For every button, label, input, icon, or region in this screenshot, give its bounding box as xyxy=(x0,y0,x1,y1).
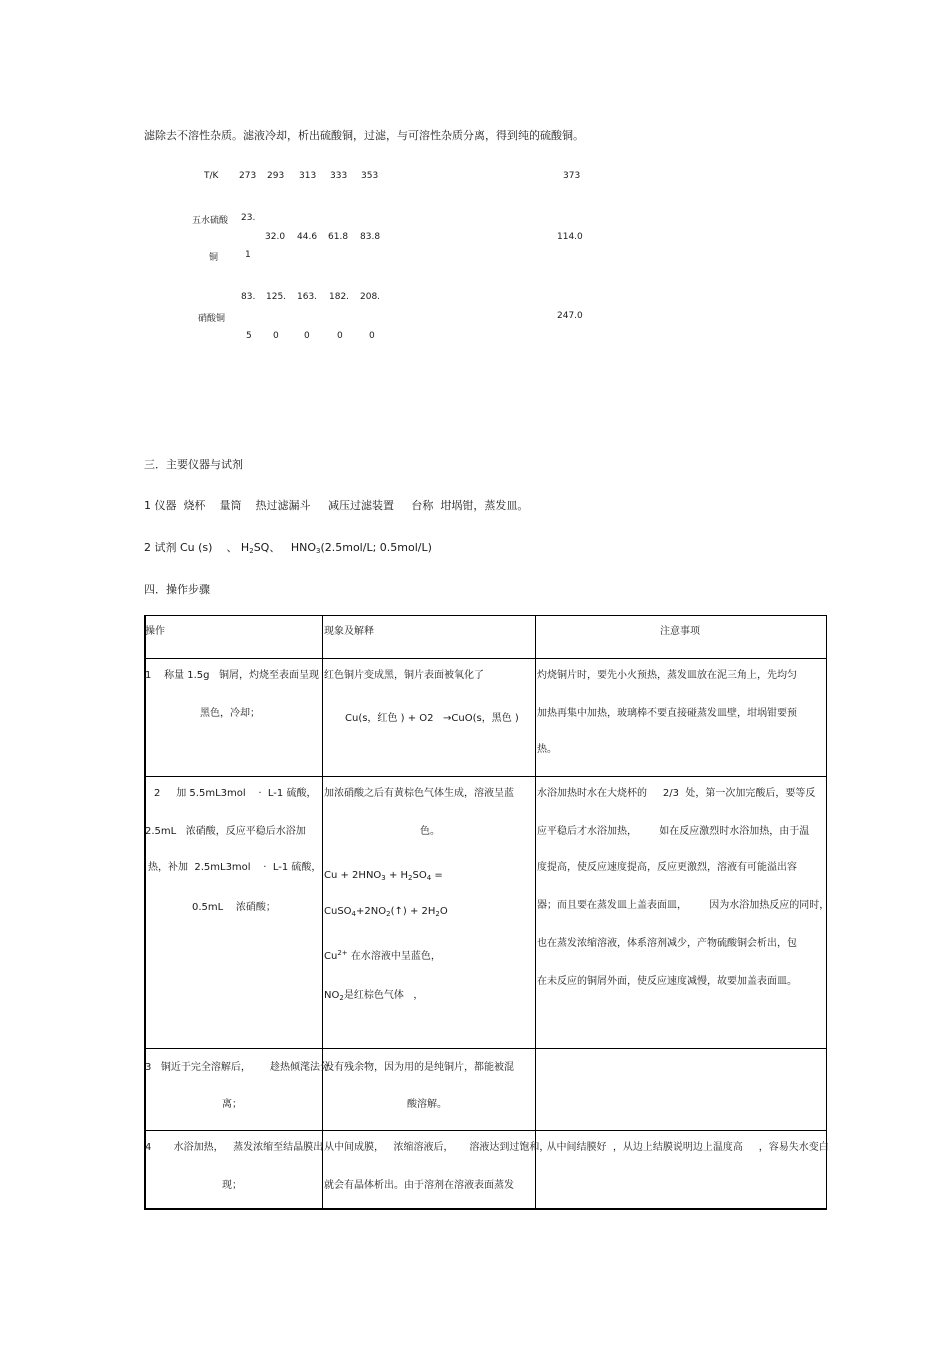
step3-operation: 离； xyxy=(222,1099,242,1110)
value-cell: 23. xyxy=(241,213,256,223)
temp-cell: 313 xyxy=(299,171,317,181)
step2-notes: 也在蒸发浓缩溶液，体系溶剂减少，产物硫酸铜会析出，包 xyxy=(537,938,797,949)
step4-operation: 4 水浴加热， 蒸发浓缩至结晶膜出 xyxy=(145,1142,324,1153)
step1-notes: 热。 xyxy=(537,744,557,755)
row-label: 五水硫酸 xyxy=(192,216,229,226)
step4-phenomenon: 从中间成膜， 浓缩溶液后， 溶液达到过饱和， xyxy=(324,1142,550,1153)
section3-title: 三．主要仪器与试剂 xyxy=(144,458,243,471)
temp-cell: 333 xyxy=(330,171,348,181)
step2-operation: 2.5mL 浓硝酸，反应平稳后水浴加 xyxy=(145,826,306,837)
temp-cell: 293 xyxy=(267,171,285,181)
value-cell: 182. xyxy=(329,292,350,302)
step3-phenomenon: 酸溶解。 xyxy=(407,1099,447,1110)
value-cell: 1 xyxy=(245,250,251,260)
step4-phenomenon: 就会有晶体析出。由于溶剂在溶液表面蒸发 xyxy=(324,1180,514,1191)
header-phenomenon: 现象及解释 xyxy=(324,626,374,637)
value-cell: 208. xyxy=(360,292,381,302)
table-rule xyxy=(144,1130,827,1131)
step2-equation: $Cu + 2HNO_3 + H_2SO_4$ = xyxy=(324,870,443,882)
row-label: 铜 xyxy=(209,253,219,263)
step3-operation: 3 铜近于完全溶解后， 趁热倾滗法分 xyxy=(145,1062,330,1073)
table-rule xyxy=(144,1208,827,1210)
reagents-mid: SQ、 HNO xyxy=(253,541,316,554)
temp-cell: 353 xyxy=(361,171,379,181)
step1-operation: 1 称量 1.5g 铜屑，灼烧至表面呈现 xyxy=(145,670,320,681)
reagents-suffix: (2.5mol/L; 0.5mol/L) xyxy=(320,541,432,554)
step2-operation: 热，补加 2.5mL3mol · L-1 硫酸， xyxy=(148,862,322,873)
table-rule xyxy=(144,776,827,777)
step3-phenomenon: 没有残余物，因为用的是纯铜片，都能被混 xyxy=(324,1062,514,1073)
value-cell: 0 xyxy=(337,331,343,341)
step4-notes: 从中间结膜好 ，从边上结膜说明边上温度高 ，容易失水变白 xyxy=(537,1142,829,1153)
step2-notes: 度提高，使反应速度提高，反应更激烈，溶液有可能溢出容 xyxy=(537,862,797,873)
temp-cell: 273 xyxy=(239,171,257,181)
section4-title: 四．操作步骤 xyxy=(144,583,210,596)
value-cell: 83. xyxy=(241,292,256,302)
value-cell: 0 xyxy=(304,331,310,341)
step2-operation: 2 加 5.5mL3mol · L-1 硫酸， xyxy=(154,788,317,799)
step2-equation: $CuSO_4+2NO_2(↑) + 2H_2O$ xyxy=(324,906,448,918)
value-cell: 0 xyxy=(369,331,375,341)
step2-phenomenon: $NO_2$是红棕色气体 ， xyxy=(324,990,424,1002)
table-rule xyxy=(144,615,827,616)
value-cell: 163. xyxy=(297,292,318,302)
table-rule xyxy=(826,615,827,1209)
step2-notes: 水浴加热时水在大烧杯的 2/3 处，第一次加完酸后，要等反 xyxy=(537,788,816,799)
header-operation: 操作 xyxy=(145,626,165,637)
step2-phenomenon: 色。 xyxy=(420,826,440,837)
step2-notes: 器；而且要在蒸发皿上盖表面皿， 因为水浴加热反应的同时， xyxy=(537,900,830,911)
header-notes: 注意事项 xyxy=(660,626,700,637)
temp-header-label: T/K xyxy=(204,171,219,181)
value-cell: 125. xyxy=(266,292,287,302)
table-rule xyxy=(144,1048,827,1049)
step4-operation: 现； xyxy=(222,1180,242,1191)
instruments-line: 1 仪器 烧杯 量筒 热过滤漏斗 减压过滤装置 台称 坩埚钳，蒸发皿。 xyxy=(144,499,529,512)
subscript: 2 xyxy=(249,547,254,555)
step2-operation: 0.5mL 浓硝酸； xyxy=(192,902,276,913)
value-cell: 0 xyxy=(273,331,279,341)
value-cell: 32.0 xyxy=(265,232,286,242)
step2-phenomenon: 加浓硝酸之后有黄棕色气体生成，溶液呈蓝 xyxy=(324,788,514,799)
table-rule xyxy=(535,615,536,1209)
table-rule xyxy=(144,658,827,659)
value-cell: 5 xyxy=(246,331,252,341)
step2-notes: 在未反应的铜屑外面，使反应速度减慢，故要加盖表面皿。 xyxy=(537,976,797,987)
step1-notes: 灼烧铜片时，要先小火预热，蒸发皿放在泥三角上，先均匀 xyxy=(537,670,797,681)
value-cell: 61.8 xyxy=(328,232,349,242)
value-cell: 247.0 xyxy=(557,311,583,321)
step2-phenomenon: $Cu^{2+}$ 在水溶液中呈蓝色， xyxy=(324,949,441,962)
reagents-line xyxy=(144,539,432,555)
value-cell: 114.0 xyxy=(557,232,583,242)
value-cell: 83.8 xyxy=(360,232,381,242)
intro-line: 滤除去不溶性杂质。滤液冷却，析出硫酸铜，过滤，与可溶性杂质分离，得到纯的硫酸铜。 xyxy=(144,129,584,142)
step1-operation: 黑色，冷却； xyxy=(200,708,260,719)
steps-table xyxy=(144,615,830,1209)
subscript: 3 xyxy=(315,547,321,555)
value-cell: 44.6 xyxy=(297,232,318,242)
reagents-prefix: 2 试剂 Cu (s) 、 H xyxy=(144,541,250,554)
step1-equation: Cu(s，红色 ) + O2 →CuO(s，黑色 ) xyxy=(345,713,519,724)
table-rule xyxy=(144,615,146,1209)
step2-notes: 应平稳后才水浴加热， 如在反应激烈时水浴加热，由于温 xyxy=(537,826,810,837)
table-rule xyxy=(322,615,323,1209)
temp-cell: 373 xyxy=(563,171,581,181)
step1-phenomenon: 红色铜片变成黑，铜片表面被氧化了 xyxy=(324,670,484,681)
step1-notes: 加热再集中加热，玻璃棒不要直接碰蒸发皿壁，坩埚钳要预 xyxy=(537,708,797,719)
row-label: 硝酸铜 xyxy=(198,314,226,324)
